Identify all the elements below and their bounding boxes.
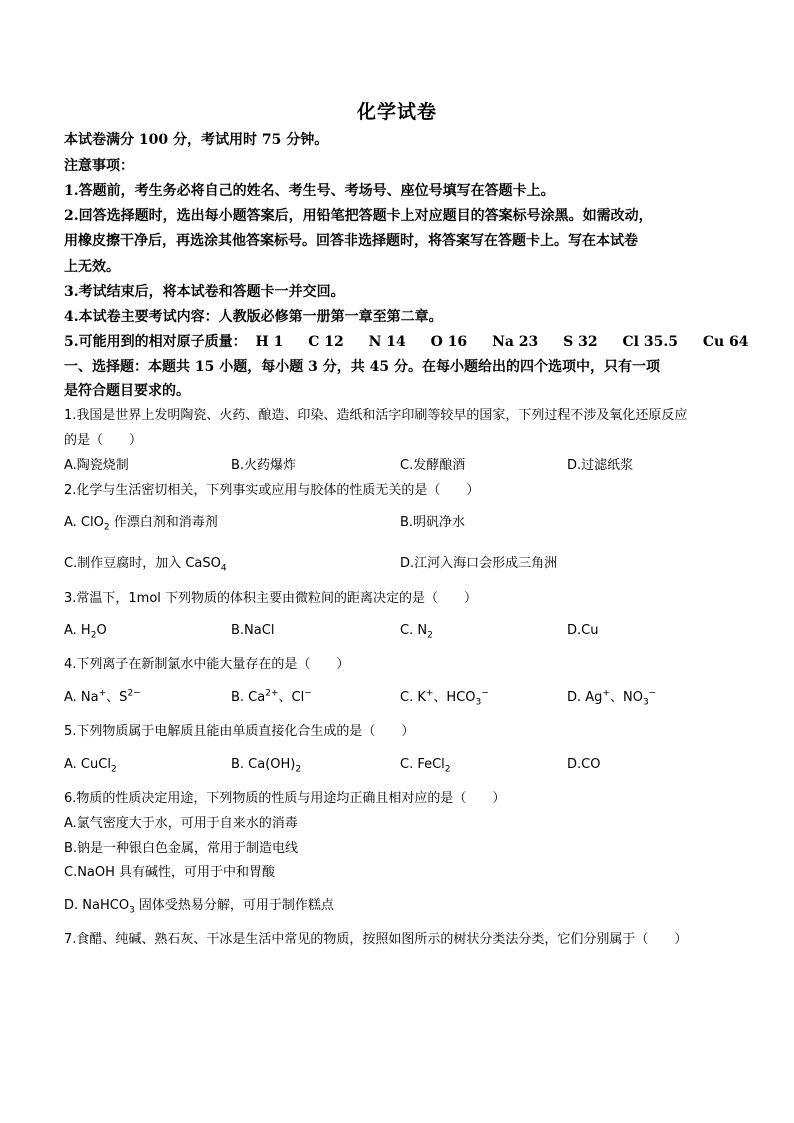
notice-heading: 注意事项： [64, 158, 134, 174]
atomic-mass-item: N 14 [368, 334, 406, 350]
question-4-stem: 4.下列离子在新制氯水中能大量存在的是（ ） [64, 657, 350, 672]
question-3-stem: 3.常温下，1mol 下列物质的体积主要由微粒间的距离决定的是（ ） [64, 591, 478, 606]
question-5-option-a: A. CuCl$_2$ [64, 757, 117, 775]
question-1-option-b: B.火药爆炸 [231, 458, 297, 473]
question-6-option-a: A.氯气密度大于水，可用于自来水的消毒 [64, 816, 298, 831]
atomic-mass-line [64, 332, 749, 352]
score-time-line: 本试卷满分 100 分，考试用时 75 分钟。 [64, 132, 329, 148]
question-6-option-c: C.NaOH 具有碱性，可用于中和胃酸 [64, 865, 276, 880]
question-6-stem: 6.物质的性质决定用途，下列物质的性质与用途均正确且相对应的是（ ） [64, 791, 506, 806]
atomic-mass-item: Na 23 [492, 334, 539, 350]
notice-4: 4.本试卷主要考试内容：人教版必修第一册第一章至第二章。 [64, 309, 443, 325]
question-4-option-c: C. K+、$HCO_3^-$ [400, 688, 489, 708]
question-3-option-d: D.Cu [567, 623, 599, 638]
atomic-mass-item: O 16 [430, 334, 468, 350]
question-4-option-a: A. Na+、$S^{2-}$ [64, 688, 141, 705]
section-1-heading-line-2: 是符合题目要求的。 [64, 383, 190, 399]
exam-title: 化学试卷 [356, 101, 437, 123]
question-6-option-b: B.钠是一种银白色金属，常用于制造电线 [64, 841, 299, 856]
question-5-option-c: C. FeCl$_2$ [400, 757, 451, 775]
question-2-stem: 2.化学与生活密切相关，下列事实或应用与胶体的性质无关的是（ ） [64, 483, 480, 498]
question-3-option-c: C. $N_2$ [400, 623, 433, 641]
notice-2-line-1: 2.回答选择题时，选出每小题答案后，用铅笔把答题卡上对应题目的答案标号涂黑。如需改动， [64, 208, 653, 224]
notice-3: 3.考试结束后，将本试卷和答题卡一并交回。 [64, 284, 345, 300]
question-1-option-d: D.过滤纸浆 [567, 458, 634, 473]
atomic-mass-item: Cu 64 [702, 334, 749, 350]
question-3-option-a: A. $H_2O$ [64, 623, 107, 641]
notice-2-line-3: 上无效。 [64, 259, 120, 275]
notice-1: 1.答题前，考生务必将自己的姓名、考生号、考场号、座位号填写在答题卡上。 [64, 183, 555, 199]
atomic-mass-label: 5.可能用到的相对原子质量： [64, 334, 247, 350]
question-6-option-d: D. NaHCO$_3$ 固体受热易分解，可用于制作糕点 [64, 898, 334, 916]
question-1-stem-line-2: 的是（ ） [64, 433, 143, 448]
question-4-option-b: B. $Ca^{2+}$、Cl− [231, 688, 312, 705]
question-1-stem-line-1: 1.我国是世界上发明陶瓷、火药、酿造、印染、造纸和活字印刷等较早的国家，下列过程不涉及氧化还原反应 [64, 408, 688, 423]
section-1-heading-line-1: 一、选择题：本题共 15 小题，每小题 3 分，共 45 分。在每小题给出的四个选项中，只有一项 [64, 359, 660, 375]
question-2-option-d: D.江河入海口会形成三角洲 [400, 556, 558, 571]
question-5-stem: 5.下列物质属于电解质且能由单质直接化合生成的是（ ） [64, 724, 415, 739]
notice-2-line-2: 用橡皮擦干净后，再选涂其他答案标号。回答非选择题时，将答案写在答题卡上。写在本试卷 [64, 233, 638, 249]
question-4-option-d: D. Ag+、$NO_3^-$ [567, 688, 657, 708]
question-2-option-c: C.制作豆腐时，加入 CaSO$_4$ [64, 556, 227, 574]
question-3-option-b: B.NaCl [231, 623, 275, 638]
question-5-option-b: B. $Ca(OH)_2$ [231, 757, 302, 775]
question-5-option-d: D.CO [567, 757, 601, 772]
question-7-stem: 7.食醋、纯碱、熟石灰、干冰是生活中常见的物质，按照如图所示的树状分类法分类，它们分别属于（ ） [64, 932, 688, 947]
atomic-mass-item: H 1 [255, 334, 284, 350]
question-2-option-b: B.明矾净水 [400, 515, 466, 530]
atomic-mass-item: S 32 [563, 334, 598, 350]
question-2-option-a: A. ClO$_2$ 作漂白剂和消毒剂 [64, 515, 218, 533]
question-1-option-a: A.陶瓷烧制 [64, 458, 129, 473]
question-1-option-c: C.发酵酿酒 [400, 458, 466, 473]
atomic-mass-item: Cl 35.5 [622, 334, 678, 350]
atomic-mass-item: C 12 [308, 334, 344, 350]
